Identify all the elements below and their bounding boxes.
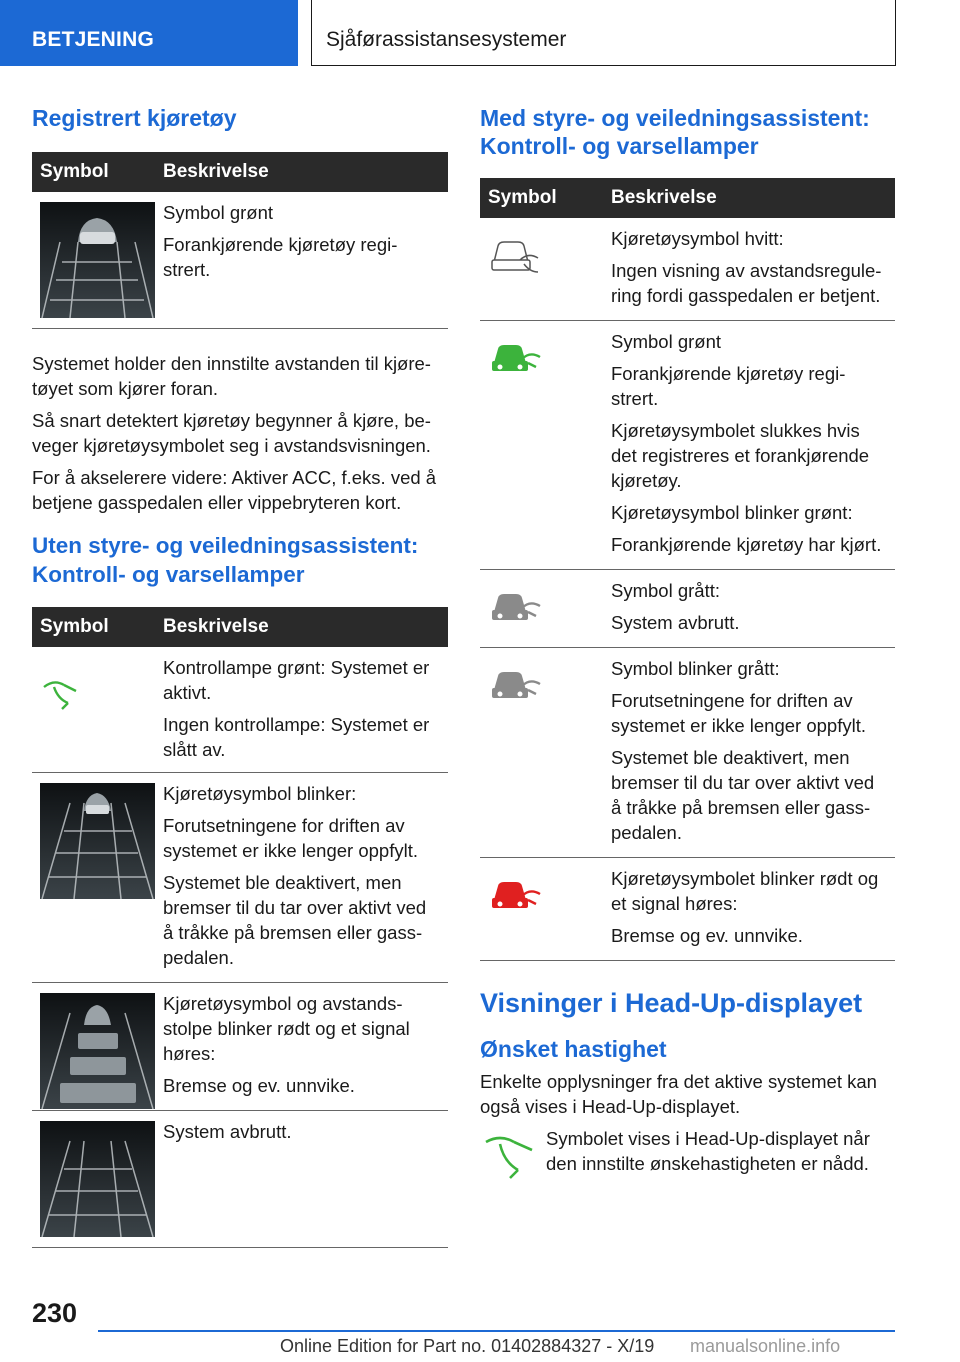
row-line: Forutsetningene for driften av systemet er ikke lenger oppfylt. [611,690,866,736]
row-line: Forankjørende kjøretøy har kjørt. [611,534,882,555]
row-line: Kjøretøysymbol blinker grønt: [611,502,853,523]
section-tab: BETJENING [0,0,298,66]
table-row [480,218,895,321]
heading-head-up-display: Visninger i Head-Up-displayet [480,988,863,1018]
row-line: System avbrutt. [163,1120,292,1142]
hud-symbol-row [480,1126,895,1186]
page-number: 230 [32,1298,78,1328]
table-row [32,772,448,982]
table-row [32,1110,448,1247]
row-line: Symbol grønt [163,202,274,223]
table-row [480,858,895,961]
table-without-steering [32,607,448,1248]
vehicle-acc-icon-white [488,234,544,278]
lane-display-car-icon [40,783,155,899]
chapter-title: Sjåførassistansesystemer [311,0,896,66]
row-line: Forankjørende kjøretøy regi- strert. [611,363,846,409]
lane-display-car-icon [40,202,155,318]
row-line: Systemet ble deaktivert, men bremser til du tar over aktivt ved å tråkke på bremsen eller gass- pedalen. [611,747,875,843]
row-line: Symbol grått: [611,580,720,601]
table-row [32,647,448,773]
vehicle-acc-icon-green [488,339,544,379]
col-header-description: Beskrivelse [155,152,448,192]
row-line: Kjøretøysymbol blinker: [163,782,357,804]
heading-with-steering: Med styre- og veiledningsassistent: Kontroll- og varsellamper [480,105,870,159]
col-header-symbol: Symbol [32,152,155,192]
heading-registered-vehicle: Registrert kjøretøy [32,105,237,131]
table-row [480,570,895,648]
row-line: Forankjørende kjøretøy regi- strert. [163,234,398,280]
paragraph: Systemet holder den innstilte avstanden til kjøre- tøyet som kjører foran. [32,352,431,399]
row-line: Ingen visning av avstandsregule- ring fordi gasspedalen er betjent. [611,260,882,306]
heading-without-steering: Uten styre- og veiledningsassistent: Kontroll- og varsellamper [32,532,419,587]
hud-symbol-description: Symbolet vises i Head-Up-displayet når den innstilte ønskehastigheten er nådd. [546,1128,870,1174]
left-column [32,100,448,1248]
row-line: Bremse og ev. unnvike. [163,1074,355,1096]
footer-edition: Online Edition for Part no. 01402884327 - X/19 [280,1336,655,1356]
footer-divider [98,1330,895,1332]
col-header-symbol: Symbol [32,607,155,647]
table-with-steering [480,178,895,961]
row-line: Systemet ble deaktivert, men bremser til du tar over aktivt ved å tråkke på bremsen eller gass- pedalen. [163,871,427,968]
desired-speed-icon [482,1130,542,1180]
paragraph: Enkelte opplysninger fra det aktive systemet kan også vises i Head-Up-displayet. [480,1071,877,1117]
row-line: Kjøretøysymbol hvitt: [611,228,784,249]
row-line: Kjøretøysymbol og avstands- stolpe blinker rødt og et signal høres: [163,992,410,1064]
vehicle-acc-icon-gray [488,588,544,628]
row-line: Kontrollampe grønt: Systemet er aktivt. [163,656,430,703]
right-column [480,100,895,1186]
table-row [480,321,895,570]
row-line: Symbol grønt [611,331,722,352]
col-header-description: Beskrivelse [603,178,895,218]
row-line: Bremse og ev. unnvike. [611,925,803,946]
col-header-description: Beskrivelse [155,607,448,647]
table-row [32,192,448,328]
row-line: Forutsetningene for driften av systemet er ikke lenger oppfylt. [163,814,418,861]
col-header-symbol: Symbol [480,178,603,218]
acc-speedometer-icon-green [40,671,90,711]
paragraph: Så snart detektert kjøretøy begynner å kjøre, be- veger kjøretøysymbolet seg i avstandsvisningen. [32,409,431,456]
lane-display-car-icon [40,993,155,1109]
footer-watermark: manualsonline.info [690,1336,841,1356]
row-line: Ingen kontrollampe: Systemet er slått av. [163,713,430,760]
vehicle-acc-icon-gray-blinking [488,666,544,706]
row-line: System avbrutt. [611,612,740,633]
table-registered-vehicle [32,152,448,329]
page-header [0,0,960,66]
row-line: Kjøretøysymbolet blinker rødt og et signal høres: [611,868,879,914]
vehicle-acc-icon-red [488,876,544,916]
table-row [480,648,895,858]
table-row [32,982,448,1110]
paragraph: For å akselerere videre: Aktiver ACC, f.eks. ved å betjene gasspedalen eller vippebryteren kort. [32,466,437,513]
row-line: Symbol blinker grått: [611,658,780,679]
heading-desired-speed: Ønsket hastighet [480,1036,667,1062]
row-line: Kjøretøysymbolet slukkes hvis det registreres et forankjørende kjøretøy. [611,420,870,491]
lane-display-empty-icon [40,1121,155,1237]
